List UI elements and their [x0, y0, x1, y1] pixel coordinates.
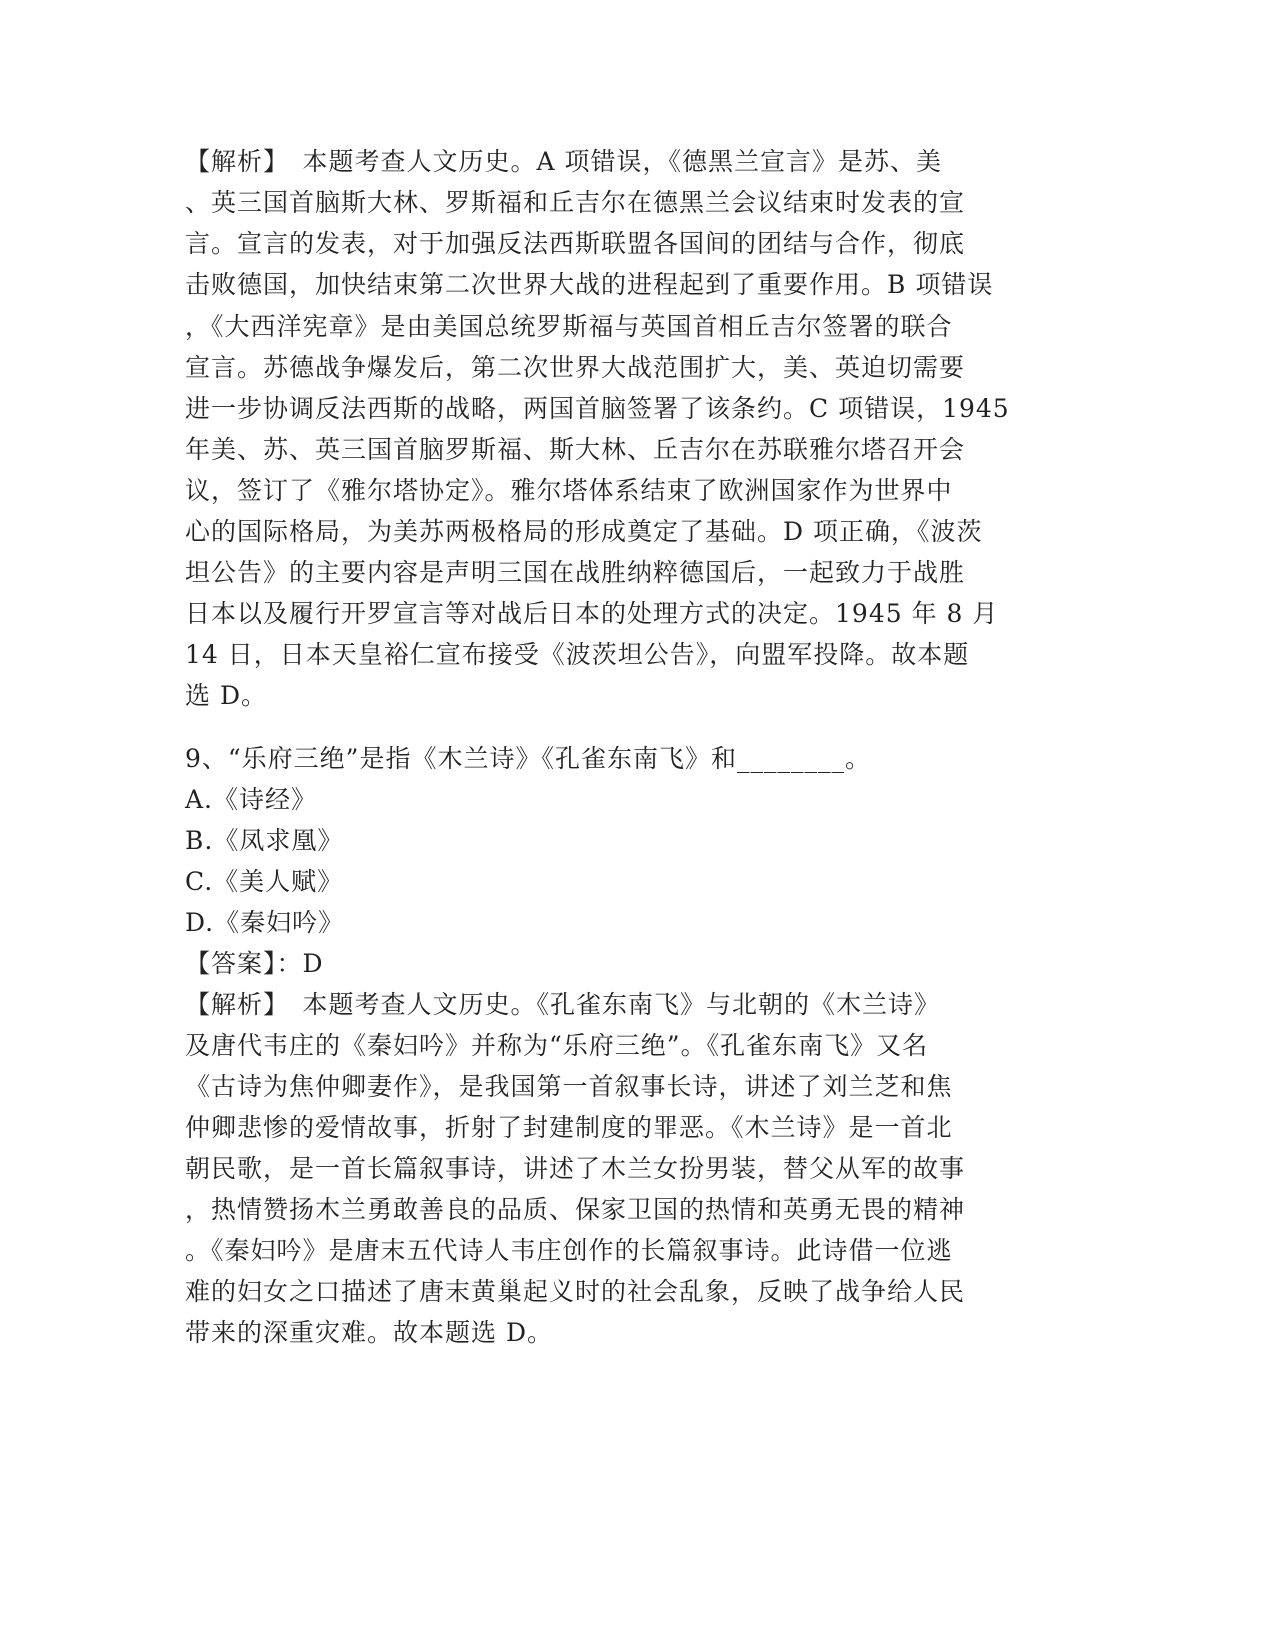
- analysis-1-line: 心的国际格局，为美苏两极格局的形成奠定了基础。D 项正确，《波茨: [185, 517, 983, 546]
- analysis-1-line: 日本以及履行开罗宣言等对战后日本的处理方式的决定。1945 年 8 月: [185, 599, 999, 628]
- analysis-1-line: 年美、苏、英三国首脑罗斯福、斯大林、丘吉尔在苏联雅尔塔召开会: [185, 435, 966, 464]
- option-d: D.《秦妇吟》: [185, 908, 345, 937]
- analysis-2-line: 及唐代韦庄的《秦妇吟》并称为“乐府三绝”。《孔雀东南飞》又名: [185, 1031, 929, 1060]
- analysis-2-line: 《古诗为焦仲卿妻作》，是我国第一首叙事长诗，讲述了刘兰芝和焦: [185, 1072, 953, 1101]
- answer-line: 【答案】：D: [185, 949, 324, 978]
- analysis-1-line: 进一步协调反法西斯的战略，两国首脑签署了该条约。C 项错误，1945: [185, 394, 1010, 423]
- question-stem: 9、“乐府三绝”是指《木兰诗》《孔雀东南飞》和________。: [185, 744, 871, 773]
- analysis-2-line: 朝民歌，是一首长篇叙事诗，讲述了木兰女扮男装，替父从军的故事: [185, 1154, 966, 1183]
- option-a: A.《诗经》: [185, 785, 318, 814]
- analysis-2-line: 带来的深重灾难。故本题选 D。: [185, 1318, 553, 1347]
- option-b: B.《凤求凰》: [185, 826, 344, 855]
- analysis-2-line: 难的妇女之口描述了唐末黄巢起义时的社会乱象，反映了战争给人民: [185, 1277, 966, 1306]
- analysis-1-line: 、英三国首脑斯大林、罗斯福和丘吉尔在德黑兰会议结束时发表的宣: [185, 188, 966, 217]
- option-c: C.《美人赋》: [185, 867, 344, 896]
- analysis-2-line: ，热情赞扬木兰勇敢善良的品质、保家卫国的热情和英勇无畏的精神: [185, 1195, 966, 1224]
- analysis-1-line: 坦公告》的主要内容是声明三国在战胜纳粹德国后，一起致力于战胜: [185, 558, 966, 587]
- analysis-1-line: 选 D。: [185, 681, 267, 710]
- analysis-1-line: 【解析】 本题考查人文历史。A 项错误，《德黑兰宣言》是苏、美: [185, 147, 943, 176]
- analysis-1-line: 14 日，日本天皇裕仁宣布接受《波茨坦公告》，向盟军投降。故本题: [185, 640, 970, 669]
- analysis-1-line: 议，签订了《雅尔塔协定》。雅尔塔体系结束了欧洲国家作为世界中: [185, 476, 953, 505]
- analysis-2-line: 仲卿悲惨的爱情故事，折射了封建制度的罪恶。《木兰诗》是一首北: [185, 1113, 953, 1142]
- analysis-2-line: 。《秦妇吟》是唐末五代诗人韦庄创作的长篇叙事诗。此诗借一位逃: [185, 1236, 953, 1265]
- analysis-2-line: 【解析】 本题考查人文历史。《孔雀东南飞》与北朝的《木兰诗》: [185, 990, 941, 1019]
- analysis-1-line: ，《大西洋宪章》是由美国总统罗斯福与英国首相丘吉尔签署的联合: [185, 312, 953, 341]
- analysis-1-line: 击败德国，加快结束第二次世界大战的进程起到了重要作用。B 项错误: [185, 270, 994, 299]
- analysis-1-line: 宣言。苏德战争爆发后，第二次世界大战范围扩大，美、英迫切需要: [185, 353, 966, 382]
- analysis-1-line: 言。宣言的发表，对于加强反法西斯联盟各国间的团结与合作，彻底: [185, 229, 966, 258]
